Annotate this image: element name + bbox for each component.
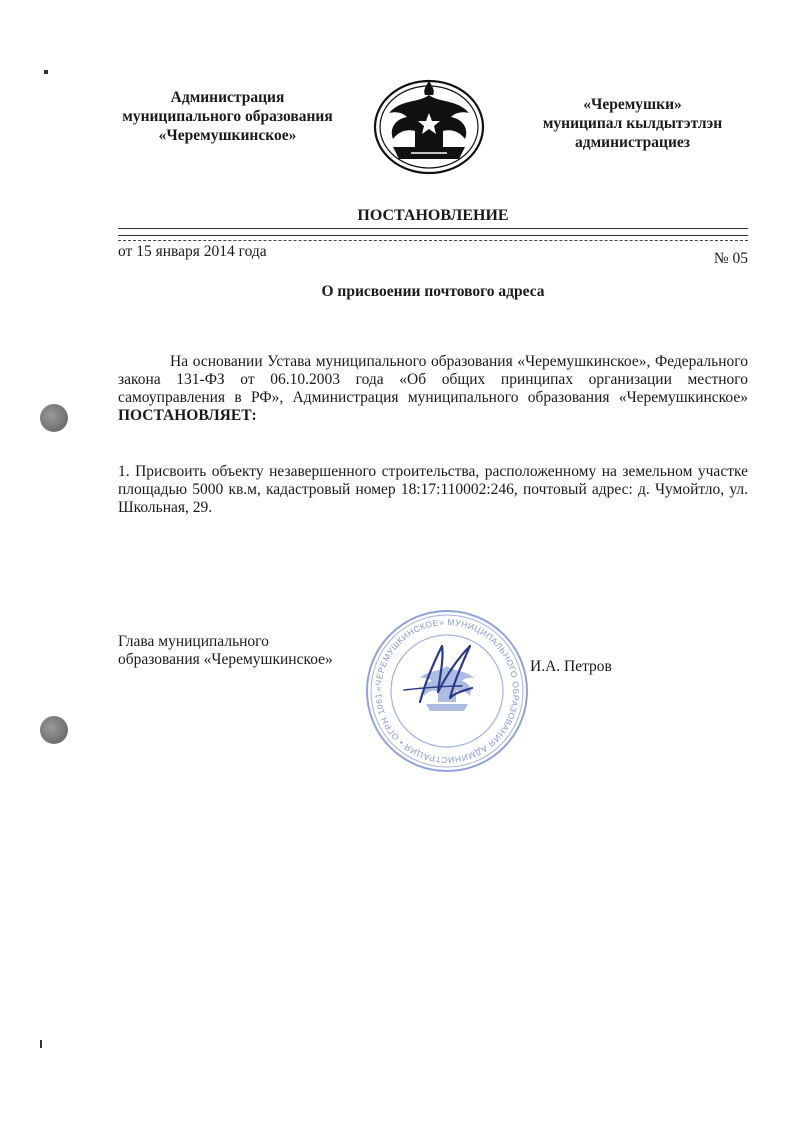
coat-of-arms-emblem	[371, 73, 487, 177]
scan-mark-top-left	[44, 70, 48, 74]
document-title: О присвоении почтового адреса	[321, 283, 545, 300]
org-name-left-line1: Администрация	[170, 89, 285, 106]
org-name-right	[515, 95, 750, 152]
document-number: № 05	[713, 250, 748, 267]
preamble-paragraph	[118, 353, 748, 425]
org-name-left	[110, 88, 345, 145]
punch-hole-top	[40, 404, 68, 432]
stamp-seal-icon	[362, 606, 532, 776]
official-stamp	[362, 606, 532, 776]
decree-item-1: 1. Присвоить объекту незавершенного строительства, расположенному на земельном участке площадью 5000 кв.м, кадастровый номер 18:17:110002:246, почтовый адрес: д. Чумойтло, ул. Школьная, 29.	[118, 463, 748, 516]
org-name-right-line1: «Черемушки»	[583, 96, 682, 113]
document-type: ПОСТАНОВЛЕНИЕ	[357, 207, 509, 224]
header-separator	[118, 228, 748, 236]
signatory-name: И.А. Петров	[530, 658, 612, 675]
org-name-left-line3: «Черемушкинское»	[158, 127, 297, 144]
coat-of-arms-icon	[371, 73, 487, 177]
header-separator-dashed	[118, 240, 748, 241]
preamble-decree-word: ПОСТАНОВЛЯЕТ:	[118, 407, 257, 424]
signatory-position-line1: Глава муниципального	[118, 633, 269, 650]
org-name-left-line2: муниципального образования	[122, 108, 333, 125]
preamble-text: На основании Устава муниципального образования «Черемушкинское», Федерального закона 131-ФЗ от 06.10.2003 года «Об общих принципах организации местного самоуправления в РФ», Администрация муниципального образования «Черемушкинское»	[118, 353, 748, 406]
punch-hole-bottom	[40, 716, 68, 744]
document-date: от 15 января 2014 года	[118, 243, 267, 260]
signatory-position-line2: образования «Черемушкинское»	[118, 651, 333, 668]
scan-mark-bottom-left	[40, 1040, 42, 1048]
org-name-right-line2: муниципал кылдытэтлэн	[542, 115, 723, 132]
stamp-ring-text: «ЧЕРЕМУШКИНСКОЕ» МУНИЦИПАЛЬНОГО ОБРАЗОВАНИЯ АДМИНИСТРАЦИЯ • ОГРН 1061	[372, 616, 522, 766]
signatory-position	[118, 633, 333, 669]
org-name-right-line3: администрациез	[575, 134, 690, 151]
